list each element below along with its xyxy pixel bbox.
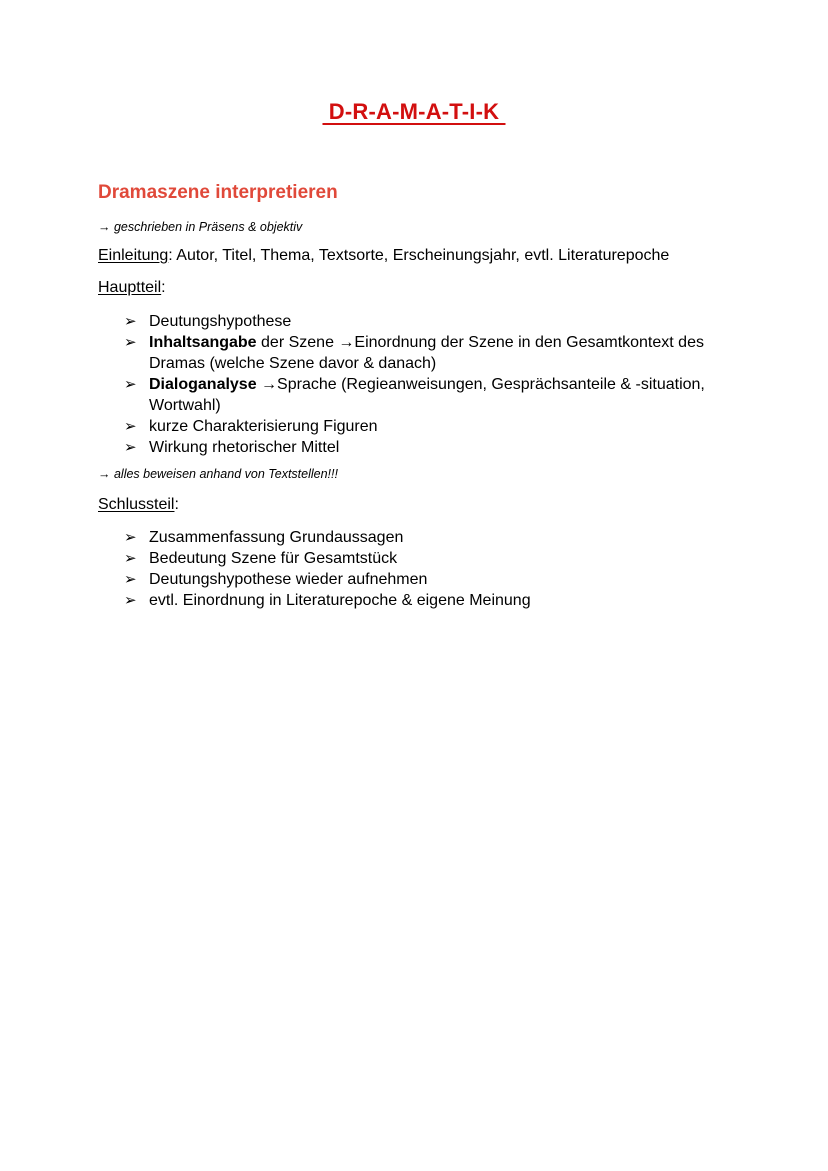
arrow-bullet-icon: ➢ — [124, 376, 137, 393]
arrow-bullet-icon: ➢ — [124, 334, 137, 351]
list-item: ➢ Deutungshypothese — [124, 313, 292, 330]
list-item: ➢ Bedeutung Szene für Gesamtstück — [124, 550, 398, 567]
list-item: ➢ kurze Charakterisierung Figuren — [124, 418, 378, 435]
note-written-style: → geschrieben in Präsens & objektiv — [98, 220, 303, 234]
schlussteil-list — [124, 527, 744, 611]
section-heading: Dramaszene interpretieren — [98, 182, 338, 203]
document-title: D-R-A-M-A-T-I-K — [322, 99, 506, 124]
einleitung-line — [98, 247, 669, 265]
arrow-bullet-icon: ➢ — [124, 592, 137, 609]
list-item: ➢ Dialoganalyse →Sprache (Regieanweisungen, Gesprächsanteile & -situation, Wortwahl) — [124, 376, 705, 414]
list-item: ➢ Deutungshypothese wieder aufnehmen — [124, 571, 428, 588]
list-item: ➢ Wirkung rhetorischer Mittel — [124, 439, 340, 456]
list-item: ➢ Zusammenfassung Grundaussagen — [124, 529, 404, 546]
einleitung-label: Einleitung — [98, 247, 169, 264]
hauptteil-heading: Hauptteil: — [98, 279, 166, 296]
note-evidence: → alles beweisen anhand von Textstellen!!! — [98, 467, 338, 481]
arrow-bullet-icon: ➢ — [124, 439, 137, 456]
list-item: ➢ evtl. Einordnung in Literaturepoche & eigene Meinung — [124, 592, 531, 609]
schlussteil-heading: Schlussteil: — [98, 496, 179, 513]
arrow-bullet-icon: ➢ — [124, 550, 137, 567]
arrow-bullet-icon: ➢ — [124, 418, 137, 435]
hauptteil-label: Hauptteil — [98, 279, 162, 296]
schlussteil-label: Schlussteil — [98, 496, 175, 513]
einleitung-text: : Autor, Titel, Thema, Textsorte, Erscheinungsjahr, evtl. Literaturepoche — [168, 247, 670, 264]
arrow-bullet-icon: ➢ — [124, 313, 137, 330]
list-item: ➢ Inhaltsangabe der Szene →Einordnung der Szene in den Gesamtkontext des Dramas (welche Szene davor & danach) — [124, 334, 704, 372]
arrow-bullet-icon: ➢ — [124, 571, 137, 588]
arrow-bullet-icon: ➢ — [124, 529, 137, 546]
hauptteil-list — [124, 311, 744, 458]
